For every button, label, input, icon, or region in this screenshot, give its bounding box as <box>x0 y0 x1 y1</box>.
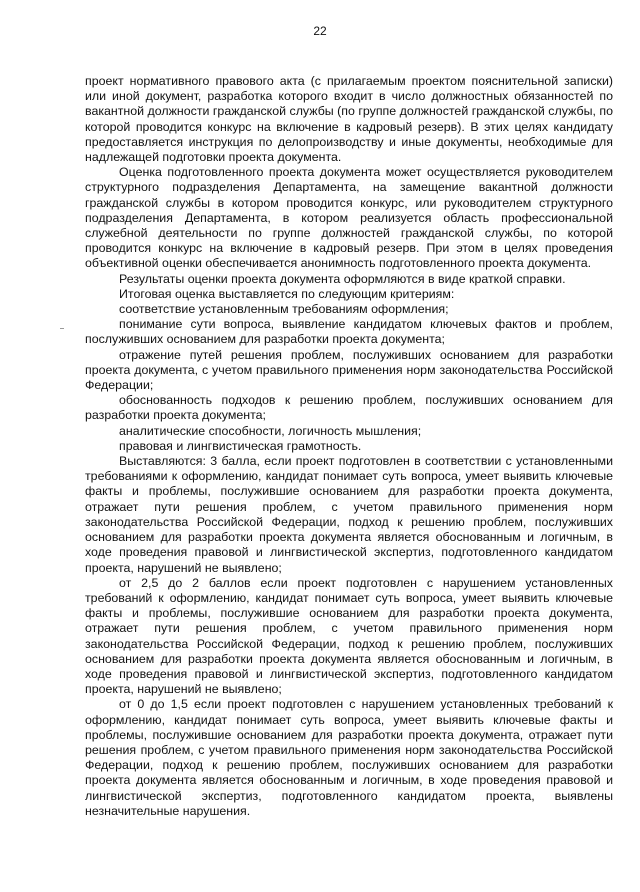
score-3-points: Выставляются: 3 балла, если проект подготовлен в соответствии с установленными требованиями к оформлению, кандидат понимает суть вопроса, умеет выявить ключевые факты и проблемы, послужившие основанием для разработки проекта документа, отражает пути решения проблем, с учетом правильного применения норм законодательства Российской Федерации, подход к решению проблем, послуживших основанием для разработки проекта документа является обоснованным и логичным, в ходе проведения правовой и лингвистической экспертиз, подготовленного кандидатом проекта, нарушений не выявлено; <box>85 454 613 575</box>
score-2-5-to-2-points: от 2,5 до 2 баллов если проект подготовлен с нарушением установленных требований к оформлению, кандидат понимает суть вопроса, умеет выявить ключевые факты и проблемы, послужившие основанием для разработки проекта документа, отражает пути решения проблем, с учетом правильного применения норм законодательства Российской Федерации, подход к решению проблем, послуживших основанием для разработки проекта документа является обоснованным и логичным, в ходе проведения правовой и лингвистической экспертиз, подготовленного кандидатом проекта, нарушений не выявлено; <box>85 575 613 697</box>
criterion-literacy: правовая и лингвистическая грамотность. <box>119 438 362 453</box>
criterion-justification: обоснованность подходов к решению проблем, послуживших основанием для разработки проекта документа; <box>85 393 613 423</box>
paragraph-criteria-intro: Итоговая оценка выставляется по следующим критериям: <box>119 286 455 301</box>
margin-mark <box>60 328 64 329</box>
document-body <box>85 74 613 819</box>
page-number: 22 <box>313 24 327 38</box>
paragraph-results: Результаты оценки проекта документа оформляются в виде краткой справки. <box>119 271 566 286</box>
paragraph-assessment: Оценка подготовленного проекта документа может осуществляется руководителем структурного подразделения Департамента, на замещение вакантной должности гражданской службы в котором проводится конкурс, или руководителем структурного подразделения Департамента, в котором реализуется область профессиональной служебной деятельности по группе должностей гражданской службы, по которой проводится конкурс на включение в кадровый резерв. При этом в целях проведения объективной оценки обеспечивается анонимность подготовленного проекта документа. <box>85 165 613 271</box>
criterion-solutions: отражение путей решения проблем, послуживших основанием для разработки проекта документа, с учетом правильного применения норм законодательства Российской Федерации; <box>85 347 613 393</box>
paragraph-continued: проект нормативного правового акта (с прилагаемым проектом пояснительной записки) или иной документ, разработка которого входит в число должностных обязанностей по вакантной должности гражданской службы (по группе должностей гражданской службы, по которой проводится конкурс на включение в кадровый резерв). В этих целях кандидату предоставляется инструкция по делопроизводству и иные документы, необходимые для надлежащей подготовки проекта документа. <box>85 74 613 165</box>
score-0-to-1-5-points: от 0 до 1,5 если проект подготовлен с нарушением установленных требований к оформлению, кандидат понимает суть вопроса, умеет выявить ключевые факты и проблемы, послужившие основанием для разработки проекта документа, отражает пути решения проблем, с учетом правильного применения норм законодательства Российской Федерации, подход к решению проблем, послуживших основанием для разработки проекта документа является обоснованным и логичным, в ходе проведения правовой и лингвистической экспертиз, подготовленного кандидатом проекта, выявлены незначительные нарушения. <box>85 697 613 818</box>
criterion-analytics: аналитические способности, логичность мышления; <box>119 423 422 438</box>
criterion-formatting: соответствие установленным требованиям оформления; <box>119 302 449 317</box>
criterion-understanding: понимание сути вопроса, выявление кандидатом ключевых фактов и проблем, послуживших основанием для разработки проекта документа; <box>85 317 613 347</box>
